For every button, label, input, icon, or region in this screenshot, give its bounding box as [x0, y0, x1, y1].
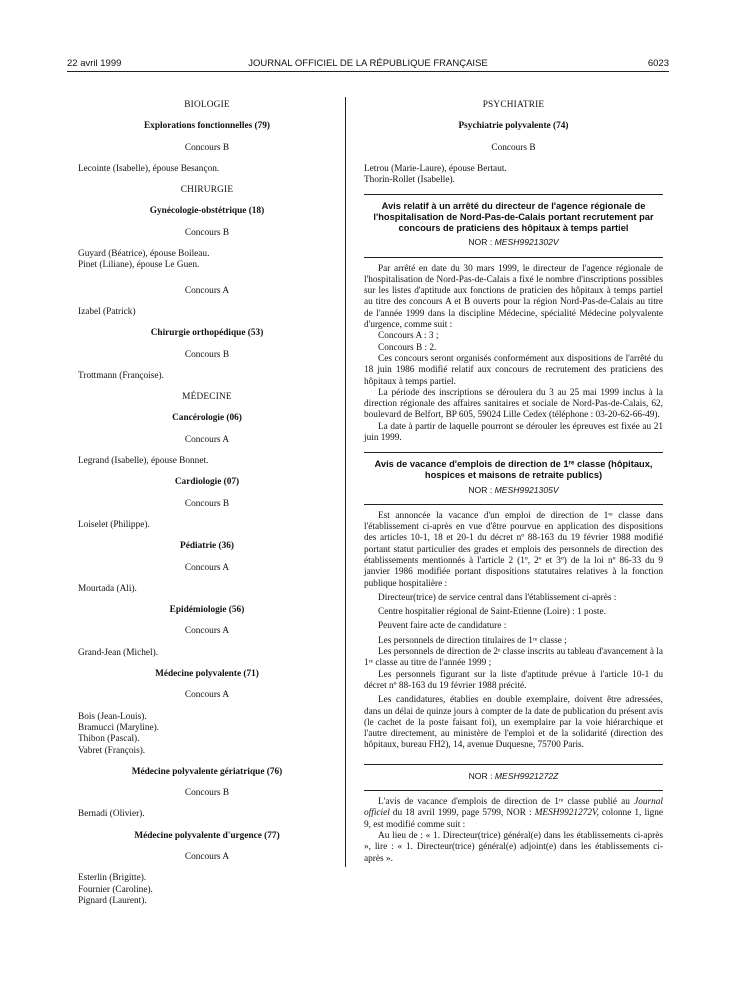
concours-label: Concours A [184, 851, 230, 862]
concours-label: Concours B [184, 788, 230, 799]
paragraph: Concours B : 2. [378, 342, 437, 353]
name-entry: Trottmann (Françoise). [78, 370, 164, 381]
speciality-ortho: Chirurgie orthopédique (53) [150, 328, 264, 339]
name-entry: Izabel (Patrick) [78, 306, 136, 317]
name-entry: Bramucci (Maryline). [78, 722, 160, 733]
paragraph: Par arrêté en date du 30 mars 1999, le directeur de l'agence régionale de l'hospitalisation de Nord-Pas-de-Calais a fixé le nombre d'inscriptions possibles sur les listes d'aptitude aux fonctions de praticien des hôpitaux à temps partiel au titre des concours A et B ouverts pour la région Nord-Pas-de-Calais au titre de l'année 1999 dans la discipline Médecine, spécialité Médecine polyvalente d'urgence, comme suit : [364, 263, 663, 331]
name-list [78, 456, 336, 467]
nor-label: NOR : [468, 770, 493, 781]
nor-label: NOR : [468, 237, 493, 248]
section-psychiatrie: PSYCHIATRIE [482, 100, 545, 110]
paragraph: Ces concours seront organisés conformément aux dispositions de l'arrêté du 18 juin 1986 modifié relatif aux concours de recrutement des praticiens des hôpitaux à temps partiel. [364, 353, 663, 387]
text-run: du 18 avril 1999, page 5799, NOR : [392, 808, 532, 819]
concours-label: Concours B [184, 142, 230, 153]
name-entry: Mourtada (Ali). [78, 583, 137, 594]
section-rule [364, 194, 663, 195]
name-entry: Letrou (Marie-Laure), épouse Bertaut. [364, 163, 507, 174]
paragraph: Les candidatures, établies en double exemplaire, doivent être adressées, dans un délai de quinze jours à compter de la date de publication du présent avis (le cachet de la poste faisant foi), un exemplaire par la voie hiérarchique et l'autre directement, au ministère de l'emploi et de la solidarité (direction des hôpitaux, bureau FH2), 14, avenue Duquesne, 75700 Paris. [364, 695, 663, 751]
concours-label: Concours B [184, 349, 230, 360]
paragraph: Au lieu de : « 1. Directeur(trice) général(e) dans les établissements ci-après », lire : « 1. Directeur(trice) général(e) adjoint(e) dans les établissements ci-après ». [364, 830, 663, 864]
section-biologie: BIOLOGIE [184, 100, 230, 110]
nor-label: NOR : [468, 484, 493, 495]
paragraph: Concours A : 3 ; [378, 331, 439, 342]
header-date: 22 avril 1999 [67, 58, 122, 69]
speciality-urgence: Médecine polyvalente d'urgence (77) [134, 830, 280, 841]
section-rule [364, 790, 663, 791]
header-journal-title: JOURNAL OFFICIEL DE LA RÉPUBLIQUE FRANÇAISE [248, 58, 488, 69]
speciality-psy-poly: Psychiatrie polyvalente (74) [458, 121, 569, 132]
speciality-polyvalente: Médecine polyvalente (71) [155, 669, 259, 680]
name-list [364, 164, 663, 187]
paragraph: Centre hospitalier régional de Saint-Etienne (Loire) : 1 poste. [378, 607, 606, 618]
text-run: L'avis de vacance d'emplois de direction de 1ʳᵉ classe publié au [378, 797, 630, 808]
paragraph: La date à partir de laquelle pourront se dérouler les épreuves est fixée au 21 juin 1999. [364, 421, 663, 444]
paragraph: Directeur(trice) de service central dans l'établissement ci-après : [378, 592, 617, 603]
name-entry: Bernadi (Olivier). [78, 809, 145, 820]
right-column [364, 100, 663, 865]
paragraph: Est annoncée la vacance d'un emploi de direction de 1ʳᵉ classe dans l'établissement ci-après en vue d'être pourvue en application des dispositions des articles 10-1, 18 et 20-1 du décret nº 88-163 du 19 février 1988 modifié portant statut particulier des grades et emplois des personnels de direction des établissements mentionnés à l'article 2 (1º, 2º et 3º) de la loi nº 86-33 du 9 janvier 1986 modifiée portant dispositions statutaires relatives à la fonction publique hospitalière : [364, 510, 663, 589]
name-list [78, 873, 336, 907]
section-rule [364, 452, 663, 453]
name-entry: Esterlin (Brigitte). [78, 873, 147, 884]
name-list [78, 164, 336, 175]
concours-label: Concours A [184, 626, 230, 637]
concours-label: Concours A [184, 690, 230, 701]
section-chirurgie: CHIRURGIE [180, 185, 234, 196]
section-rule [364, 764, 663, 765]
name-list [78, 371, 336, 382]
name-entry: Bois (Jean-Louis). [78, 711, 147, 722]
speciality-pediatrie: Pédiatrie (36) [180, 541, 234, 552]
nor-code: MESH9921272V, [534, 808, 599, 819]
paragraph: Les personnels de direction titulaires de 1ʳᵉ classe ; [378, 635, 567, 646]
concours-label: Concours A [184, 562, 230, 573]
section-rule [364, 504, 663, 505]
name-entry: Loiselet (Philippe). [78, 519, 150, 530]
concours-label: Concours A [184, 285, 230, 296]
name-entry: Pignard (Laurent). [78, 895, 147, 906]
nor-reference [364, 485, 663, 496]
name-entry: Grand-Jean (Michel). [78, 647, 159, 658]
name-entry: Fournier (Caroline). [78, 884, 153, 895]
concours-label: Concours A [184, 434, 230, 445]
name-entry: Thorin-Rollet (Isabelle). [364, 175, 455, 186]
section-rule [364, 257, 663, 258]
name-entry: Legrand (Isabelle), épouse Bonnet. [78, 456, 209, 467]
name-entry: Pinet (Liliane), épouse Le Guen. [78, 260, 200, 271]
concours-label: Concours B [184, 498, 230, 509]
section-medecine: MÉDECINE [182, 392, 232, 403]
name-list [78, 648, 336, 659]
speciality-geriatrique: Médecine polyvalente gériatrique (76) [131, 766, 283, 777]
name-list [78, 520, 336, 531]
paragraph [364, 797, 663, 831]
avis-title: Avis de vacance d'emplois de direction de 1ʳᵉ classe (hôpitaux, hospices et maisons de retraite publics) [374, 459, 653, 480]
paragraph: La période des inscriptions se déroulera du 3 au 25 mai 1999 inclus à la direction régionale des affaires sanitaires et sociale de Nord-Pas-de-Calais, 62, boulevard de Belfort, BP 605, 59024 Lille Cedex (téléphone : 03-20-62-66-49). [364, 387, 663, 421]
speciality-explorations: Explorations fonctionnelles (79) [143, 121, 271, 132]
avis-title: Avis relatif à un arrêté du directeur de l'agence régionale de l'hospitalisation de Nord-Pas-de-Calais portant recrutement par concours de praticiens des hôpitaux à temps partiel [373, 201, 654, 233]
nor-reference [364, 771, 663, 782]
left-column [78, 100, 336, 907]
text-run: colonne 1, ligne 9, est modifié comme suit : [364, 808, 664, 830]
nor-code: MESH9921272Z [494, 770, 559, 781]
speciality-cancero: Cancérologie (06) [172, 413, 242, 424]
name-entry: Lecointe (Isabelle), épouse Besançon. [78, 163, 220, 174]
paragraph: Peuvent faire acte de candidature : [378, 621, 507, 632]
speciality-epidemio: Epidémiologie (56) [169, 605, 245, 616]
name-entry: Thibon (Pascal). [78, 734, 140, 745]
column-divider [345, 97, 346, 867]
name-entry: Guyard (Béatrice), épouse Boileau. [78, 249, 210, 260]
concours-label: Concours B [184, 227, 230, 238]
nor-code: MESH9921305V [494, 484, 559, 495]
speciality-gyneco: Gynécologie-obstétrique (18) [149, 206, 265, 217]
name-list [78, 307, 336, 318]
journal-name: Journal officiel [364, 797, 663, 819]
name-list [78, 809, 336, 820]
paragraph: Les personnels figurant sur la liste d'aptitude prévue à l'article 10-1 du décret nº 88-163 du 19 février 1988 précité. [364, 669, 663, 691]
speciality-cardio: Cardiologie (07) [174, 477, 240, 488]
name-entry: Vabret (François). [78, 745, 146, 756]
nor-reference [364, 237, 663, 248]
concours-label: Concours B [491, 142, 536, 153]
name-list [78, 712, 336, 757]
paragraph: Les personnels de direction de 2ᵉ classe inscrits au tableau d'avancement à la 1ʳᵉ classe au titre de l'année 1999 ; [364, 647, 663, 669]
nor-code: MESH9921302V [494, 237, 559, 248]
header-rule [67, 71, 669, 72]
name-list [78, 584, 336, 595]
page-header [67, 58, 669, 72]
header-page-number: 6023 [647, 58, 669, 69]
name-list [78, 249, 336, 272]
